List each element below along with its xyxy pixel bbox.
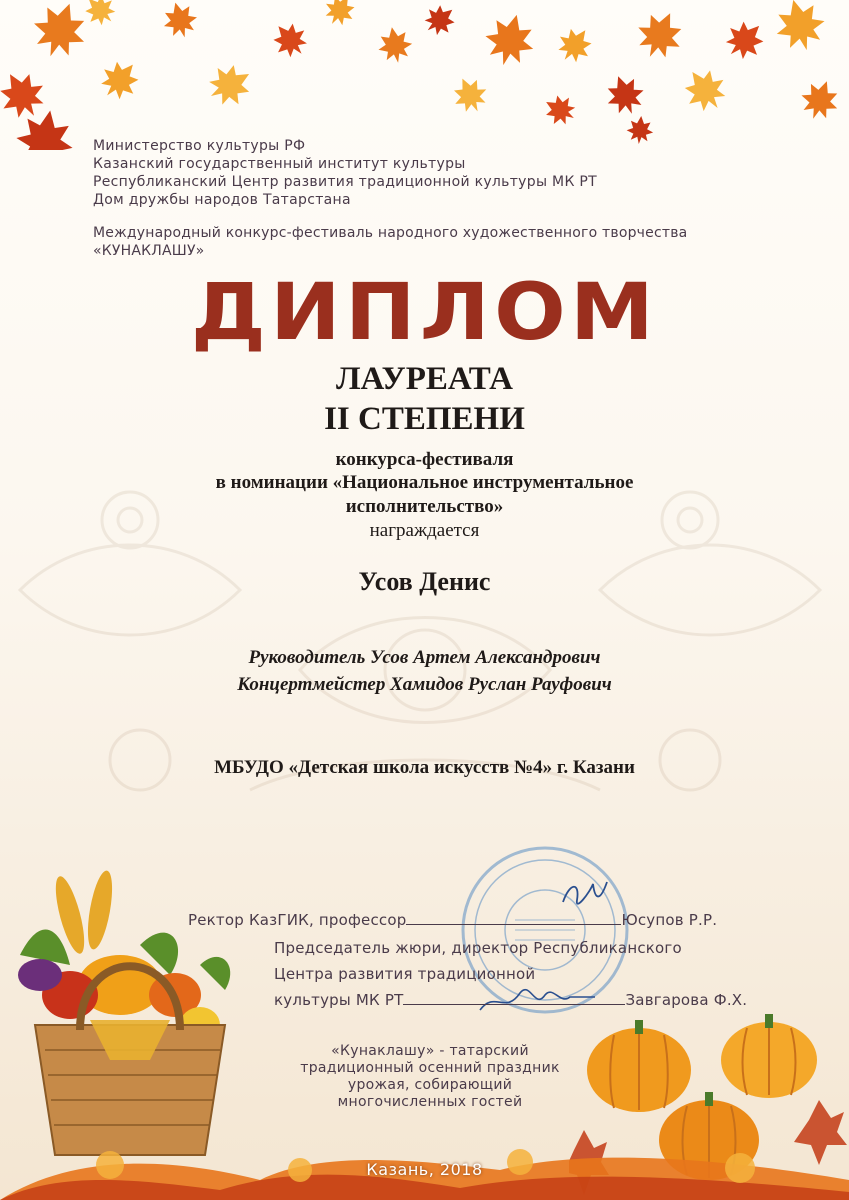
autumn-leaves-top: [0, 0, 849, 150]
chair-title-line: Председатель жюри, директор Республиканского: [274, 939, 682, 957]
organization-line: Казанский государственный институт культуры: [93, 156, 466, 172]
rector-signature-line: [188, 910, 717, 930]
contest-block: [93, 224, 833, 260]
contest-name-line: Международный конкурс-фестиваль народного художественного творчества: [93, 225, 688, 241]
organization-line: Дом дружбы народов Татарстана: [93, 192, 351, 208]
degree-heading: II СТЕПЕНИ: [324, 401, 525, 437]
laureate-heading: ЛАУРЕАТА: [335, 361, 514, 397]
footer-line: урожая, собирающий: [347, 1077, 513, 1093]
contest-name-line: «КУНАКЛАШУ»: [93, 243, 205, 259]
footer-text: [190, 1043, 670, 1111]
organizations-block: [93, 137, 713, 209]
rector-name: Юсупов Р.Р.: [621, 911, 718, 929]
footer-line: традиционный осенний праздник: [300, 1060, 560, 1076]
rector-title: Ректор КазГИК, профессор: [188, 911, 407, 929]
nomination-line: конкурса-фестиваля: [335, 449, 514, 470]
awarded-label: награждается: [369, 520, 480, 541]
footer-line: «Кунаклашу» - татарский: [331, 1043, 529, 1059]
diploma-title: ДИПЛОМ: [190, 268, 659, 358]
organization-line: Республиканский Центр развития традиционной культуры МК РТ: [93, 174, 598, 190]
signature-underline: [406, 911, 621, 925]
chair-name: Завгарова Ф.Х.: [625, 991, 748, 1009]
footer-line: многочисленных гостей: [337, 1094, 523, 1110]
autumn-leaves-bottom: [0, 1110, 849, 1200]
organization-line: Министерство культуры РФ: [93, 138, 306, 154]
chair-title-line: Центра развития традиционной: [274, 965, 536, 983]
nomination-line: в номинации «Национальное инструментальное: [215, 472, 634, 493]
accompanist-line: Концертмейстер Хамидов Руслан Рауфович: [237, 674, 612, 695]
leader-line: Руководитель Усов Артем Александрович: [248, 647, 601, 668]
nomination-line: исполнительство»: [345, 496, 504, 517]
school-name: МБУДО «Детская школа искусств №4» г. Казани: [214, 757, 635, 778]
chair-title: культуры МК РТ: [274, 991, 404, 1009]
city-year: Казань, 2018: [366, 1160, 483, 1179]
winner-name: Усов Денис: [358, 567, 491, 596]
